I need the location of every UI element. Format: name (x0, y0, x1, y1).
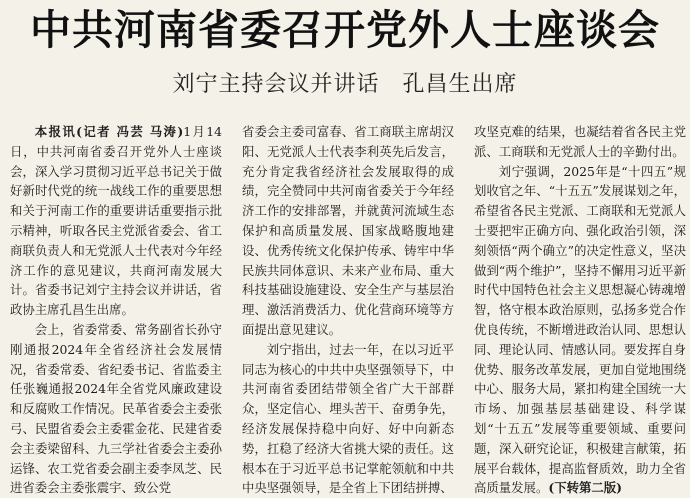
paragraph: 会上，省委常委、常务副省长孙守刚通报2024年全省经济社会发展情况，省委常委、省纪委书记、省监委主任张巍通报2024年全省党风廉政建设和反腐败工作情况。民革省委会主委张弓、民盟省委会主委霍金花、民建省委会主委梁留科、九三学社省委会主委孙运锋、农工党省委会副主委李凤芝、民进省委会主委张震宇、致公党 (10, 321, 222, 496)
paragraph (10, 122, 222, 320)
article-column-3 (474, 122, 686, 496)
paragraph-text: 刘宁强调，2025年是“十四五”规划收官之年、“十五五”发展谋划之年，希望省各民主党派、工商联和无党派人士要把牢正确方向、强化政治引领，深刻领悟“两个确立”的决定性意义，坚决做到“两个维护”，坚持不懈用习近平新时代中国特色社会主义思想凝心铸魂增智，恪守根本政治原则，弘扬多党合作优良传统，不断增进政治认同、思想认同、理论认同、情感认同。要发挥自身优势、服务改革发展，更加自觉地围绕中心、服务大局，紧扣构建全国统一大市场、加强基层基础建设、科学谋划“十五五”发展等重要领域、重要问题，深入研究论证，积极建言献策，拓展平台载体，提高监督质效，助力全省高质量发展。 (474, 163, 686, 496)
paragraph (474, 162, 686, 498)
paragraph: 省委会主委司富春、省工商联主席胡汉阳、无党派人士代表李利英先后发言，充分肯定我省经济社会发展取得的成绩，完全赞同中共河南省委关于今年经济工作的安排部署，并就黄河流域生态保护和高质量发展、国家战略腹地建设、优秀传统文化保护传承、铸牢中华民族共同体意识、未来产业布局、重大科技基础设施建设、安全生产与基层治理、激活消费活力、优化营商环境等方面提出意见建议。 (242, 124, 454, 337)
paragraph: 攻坚克难的结果，也凝结着省各民主党派、工商联和无党派人士的辛勤付出。 (474, 124, 686, 159)
byline: 本报讯(记者 冯芸 马涛) (34, 124, 184, 139)
article-column-2 (242, 122, 454, 496)
article-body (10, 122, 686, 496)
continued-notice: (下转第二版) (548, 480, 623, 496)
headline: 中共河南省委召开党外人士座谈会 (30, 6, 660, 54)
subheadline: 刘宁主持会议并讲话 孔昌生出席 (172, 72, 518, 97)
paragraph: 刘宁指出，过去一年，在以习近平同志为核心的中共中央坚强领导下，中共河南省委团结带领全省广大干部群众，坚定信心、埋头苦干、奋勇争先，经济发展保持稳中向好、好中向新态势，扛稳了经济大省挑大梁的责任。这根本在于习近平总书记掌舵领航和中共中央坚强领导，是全省上下团结拼搏、 (242, 341, 454, 496)
paragraph-text: 1月14日，中共河南省委召开党外人士座谈会，深入学习贯彻习近平总书记关于做好新时代党的统一战线工作的重要思想和关于河南工作的重要讲话重要指示批示精神，听取各民主党派省委会、省工商联负责人和无党派人士代表对今年经济工作的意见建议，共商河南发展大计。省委书记刘宁主持会议并讲话，省政协主席孔昌生出席。 (10, 124, 222, 318)
article-column-1 (10, 122, 222, 496)
